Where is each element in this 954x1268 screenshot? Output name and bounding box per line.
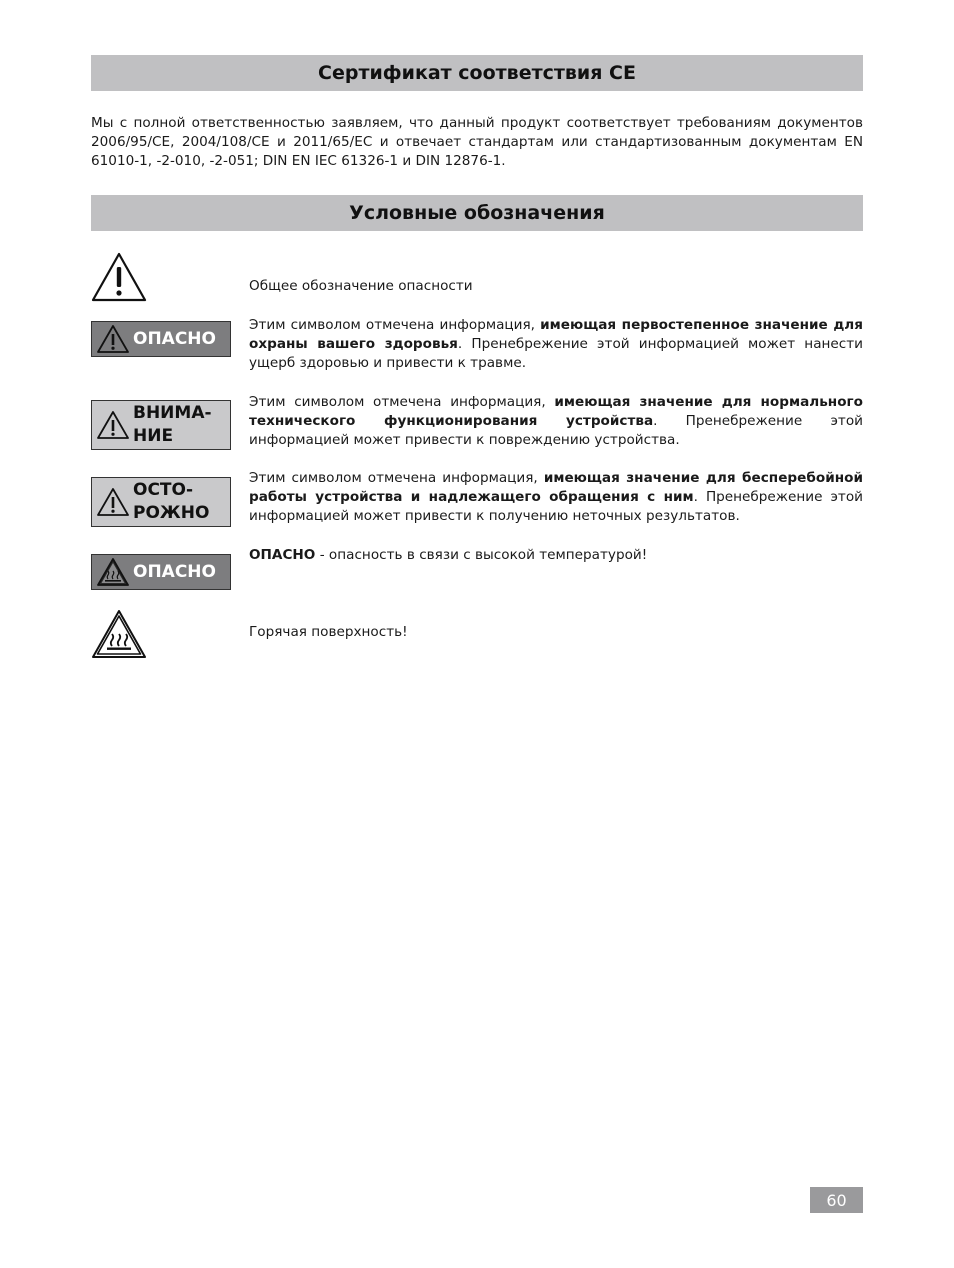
danger-label bbox=[91, 321, 231, 357]
symbol-4-text-before: Этим символом отмечена информация, bbox=[249, 470, 544, 486]
symbol-3-description bbox=[249, 393, 863, 451]
symbol-2-text-bold: имеющая первостепенное значение для охраны вашего здоровья bbox=[249, 317, 863, 353]
warning-triangle-icon bbox=[96, 410, 130, 440]
attention-label-line1: ВНИМА- bbox=[133, 403, 212, 423]
danger-hot-label bbox=[91, 554, 231, 590]
attention-label-text bbox=[133, 402, 212, 448]
symbol-5-text-after: - опасность в связи с высокой температурой! bbox=[315, 547, 648, 563]
symbol-4-text-after: . Пренебрежение этой информацией может привести к получению неточных результатов. bbox=[249, 489, 863, 525]
warning-triangle-icon bbox=[96, 487, 130, 517]
hot-surface-triangle-icon bbox=[91, 609, 147, 659]
danger-hot-label-text: ОПАСНО bbox=[133, 561, 216, 582]
caution-label-line1: ОСТО- bbox=[133, 480, 194, 500]
attention-label-line2: НИЕ bbox=[133, 426, 174, 446]
ce-body: Мы с полной ответственностью заявляем, что данный продукт соответствует требованиям документов 2006/95/CE, 2004/108/CE и 2011/65/EC и отвечает стандартам или стандартизованным документам EN 61010-1, -2-010, -2-051; DIN EN IEC 61326-1 и DIN 12876-1. bbox=[91, 115, 863, 170]
symbol-6-description: Горячая поверхность! bbox=[249, 624, 408, 640]
symbol-4-text-bold: имеющая значение для бесперебойной работы устройства и надлежащего обращения с ним bbox=[249, 470, 863, 506]
symbol-3-text-bold: имеющая значение для нормального технического функционирования устройства bbox=[249, 394, 863, 430]
caution-label-text bbox=[133, 479, 209, 525]
attention-label bbox=[91, 400, 231, 450]
symbol-2-text-before: Этим символом отмечена информация, bbox=[249, 317, 541, 333]
ce-heading: Сертификат соответствия CE bbox=[318, 62, 636, 84]
symbol-2-description bbox=[249, 316, 863, 374]
symbol-3-text-after: . Пренебрежение этой информацией может привести к повреждению устройства. bbox=[249, 413, 863, 449]
page-number: 60 bbox=[810, 1187, 863, 1213]
ce-heading-bar bbox=[91, 55, 863, 91]
symbol-2-text-after: . Пренебрежение этой информацией может нанести ущерб здоровью и привести к травме. bbox=[249, 336, 863, 372]
symbol-5-description bbox=[249, 546, 863, 565]
danger-label-text: ОПАСНО bbox=[133, 328, 216, 349]
warning-triangle-icon bbox=[96, 324, 130, 354]
symbols-heading-bar bbox=[91, 195, 863, 231]
general-warning-triangle-icon bbox=[91, 252, 147, 302]
symbols-heading: Условные обозначения bbox=[349, 202, 605, 224]
caution-label-line2: РОЖНО bbox=[133, 503, 210, 523]
caution-label bbox=[91, 477, 231, 527]
symbol-3-text-before: Этим символом отмечена информация, bbox=[249, 394, 555, 410]
symbol-5-text-bold: ОПАСНО bbox=[249, 547, 316, 563]
symbol-4-description bbox=[249, 469, 863, 527]
symbol-1-description: Общее обозначение опасности bbox=[249, 278, 473, 294]
hot-surface-triangle-icon bbox=[96, 557, 130, 587]
